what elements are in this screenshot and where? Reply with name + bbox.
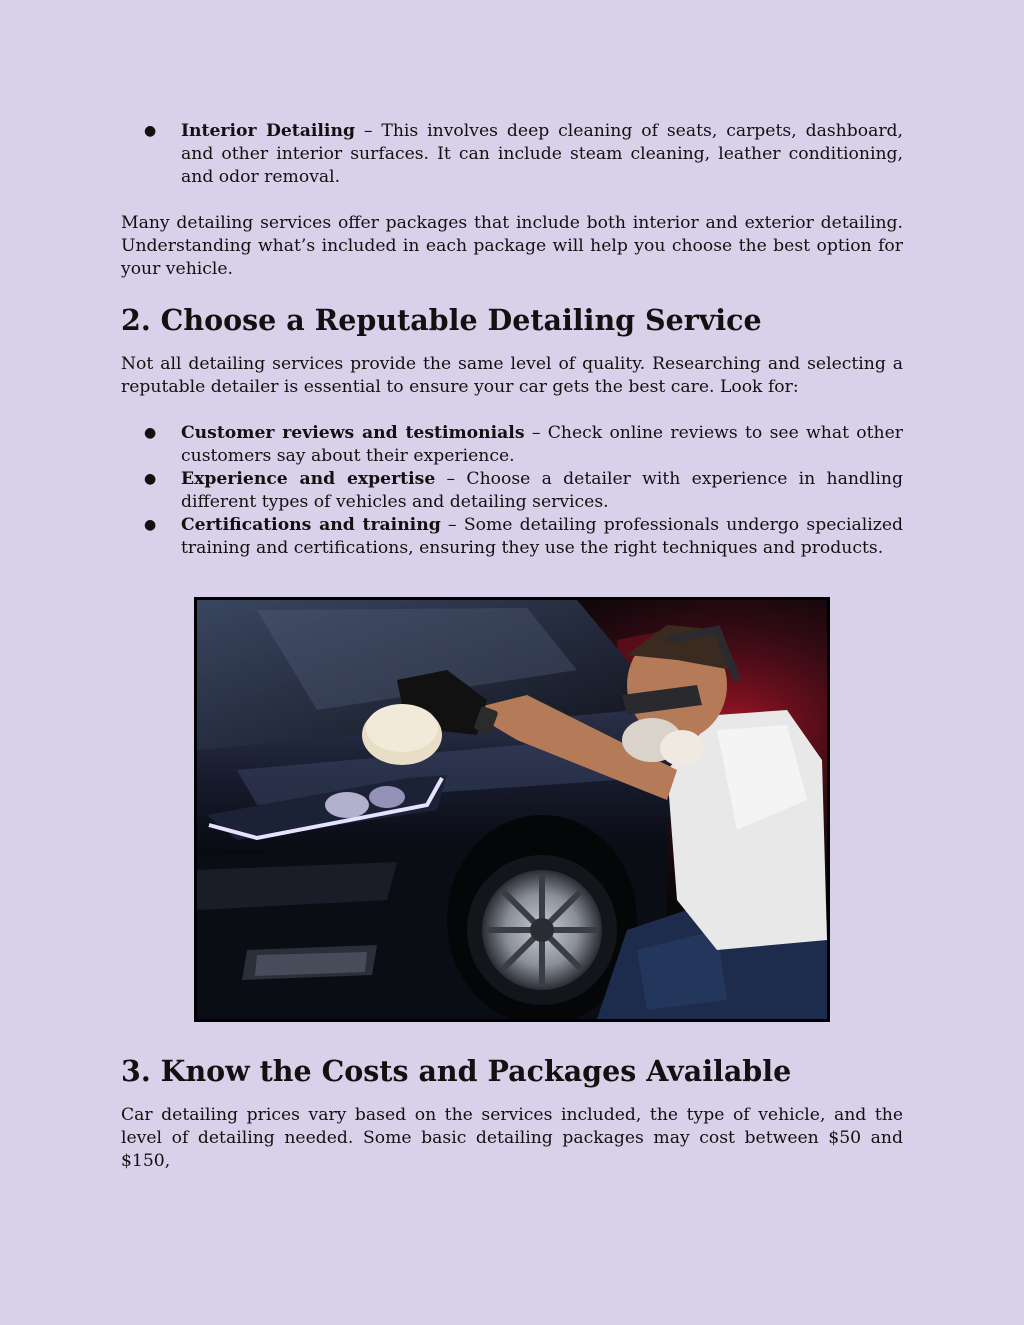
list-item-text: – Some detailing professionals undergo specialized training and certifications, ensuring they use the right techniques and products.	[181, 515, 903, 558]
bullet-icon: ●	[144, 123, 157, 139]
section-3-paragraph: Car detailing prices vary based on the services included, the type of vehicle, and the level of detailing needed. Some basic detailing packages may cost between $50 and $150,	[121, 1105, 903, 1171]
photo-illustration	[197, 600, 827, 1019]
interior-detailing-list	[121, 120, 903, 189]
document-page	[121, 120, 903, 1173]
list-item-text: – Check online reviews to see what other customers say about their experience.	[181, 423, 903, 466]
list-item	[144, 514, 903, 560]
reputable-service-list	[121, 422, 903, 560]
list-item-term: Customer reviews and testimonials	[181, 423, 525, 443]
list-item-term: Interior Detailing	[181, 121, 355, 141]
section-2-paragraph: Not all detailing services provide the same level of quality. Researching and selecting a reputable detailer is essential to ensure your car gets the best care. Look for:	[121, 354, 903, 397]
intro-paragraph: Many detailing services offer packages that include both interior and exterior detailing. Understanding what’s included in each package will help you choose the best option for your vehicle.	[121, 213, 903, 279]
car-detailing-photo	[194, 597, 830, 1022]
list-item-text: – This involves deep cleaning of seats, carpets, dashboard, and other interior surfaces. It can include steam cleaning, leather conditioning, and odor removal.	[181, 121, 903, 187]
section-2-heading: 2. Choose a Reputable Detailing Service	[121, 303, 762, 337]
section-3-heading: 3. Know the Costs and Packages Available	[121, 1054, 792, 1088]
list-item	[144, 120, 903, 189]
bullet-icon: ●	[144, 471, 157, 487]
list-item	[144, 468, 903, 514]
list-item-term: Experience and expertise	[181, 469, 436, 489]
list-item	[144, 422, 903, 468]
list-item-term: Certifications and training	[181, 515, 441, 535]
list-item-text: – Choose a detailer with experience in handling different types of vehicles and detailing services.	[181, 469, 903, 512]
bullet-icon: ●	[144, 425, 157, 441]
bullet-icon: ●	[144, 517, 157, 533]
